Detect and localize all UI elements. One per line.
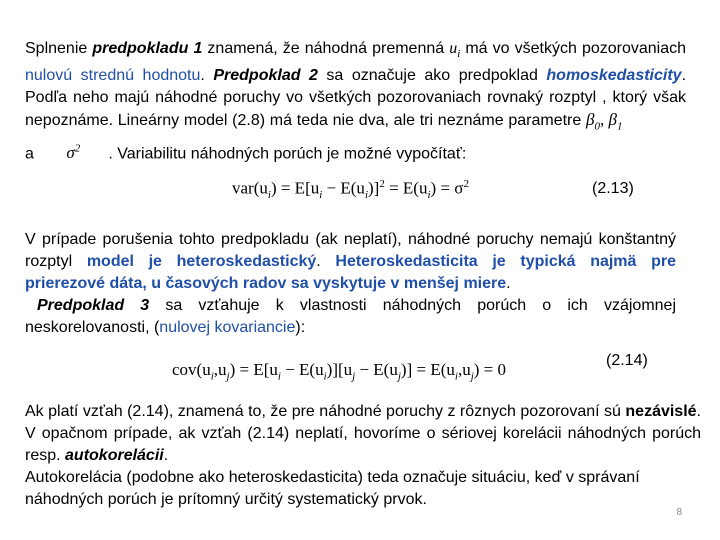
term-assumption-1: predpokladu 1 <box>92 40 203 57</box>
term-heteroskedastic-model: model je heteroskedastický <box>86 253 317 270</box>
equation-number-2-13: (2.13) <box>592 180 634 197</box>
var-u-i: $u_i$ <box>449 40 461 61</box>
paragraph-assumptions-1-2: Splnenie predpokladu 1 znamená, že náhodná premenná $u_i$ má vo všetkých pozorovaniach nulovú strednú hodnotu. Predpoklad 2 sa označuje ako predpoklad homoskedasticity. Podľa neho majú náhodné poruchy vo všetkých pozorovaniach rovnaký rozptyl , ktorý však nepoznáme. Lineárny model (2.8) má teda nie dva, ale tri neznáme parametre $\beta_0$, $\beta_1a$ $\sigma^2$ . Variabilitu náhodných porúch je možné vypočítať: <box>25 38 686 165</box>
term-autocorrelation: autokorelácii <box>65 447 164 464</box>
param-beta-symbols: $\beta_0$, $\beta_1$ <box>586 110 623 133</box>
page-number: 8 <box>676 507 682 518</box>
paragraph-autocorrelation: Ak platí vzťah (2.14), znamená to, že pre náhodné poruchy z rôznych pozorovaní sú nezávislé. V opačnom prípade, ak vzťah (2.14) neplatí, hovoríme o sériovej korelácii náhodných porúch resp. autokorelácii. Autokorelácia (podobne ako heteroskedasticita) teda označuje situáciu, keď v správaní náhodných porúch je prítomný určitý systematický prvok. <box>25 403 701 508</box>
equation-number-2-14: (2.14) <box>606 352 648 369</box>
param-sigma-symbol: $\sigma^2$ <box>66 142 81 163</box>
term-zero-mean: nulovú strednú hodnotu <box>25 67 201 85</box>
equation-2-14: $cov(u_i,u_j) = E[u_i - E(u_i)][u_j - E(u_j)] = E(u_i,u_j) = 0$ <box>172 360 506 383</box>
term-heteroskedasticity-note: Heteroskedasticita je typická najmä pre prierezové dáta, u časových radov sa vyskytuje v menšej miere <box>25 253 677 292</box>
paragraph-heteroskedasticity: V prípade porušenia tohto predpokladu (ak neplatí), náhodné poruchy nemajú konštantný rozptyl model je heteroskedastický. Heteroskedasticita je typická najmä pre prierezové dáta, u časových radov sa vyskytuje v menšej miere. Predpoklad 3 sa vzťahuje k vlastnosti náhodných porúch o ich vzájomnej neskorelovanosti, (nulovej kovariancie): <box>25 231 677 336</box>
term-assumption-3: Predpoklad 3 <box>37 297 150 314</box>
term-zero-covariance: nulovej kovariancie <box>159 319 296 336</box>
term-independent: nezávislé <box>625 403 697 420</box>
term-assumption-2: Predpoklad 2 <box>213 67 318 85</box>
equation-2-13: $var(u_i) = E[u_i - E(u_i)]^2 = E(u_i) = \sigma^2$ <box>232 178 469 202</box>
term-homoskedasticity: homoskedasticity <box>546 67 682 85</box>
